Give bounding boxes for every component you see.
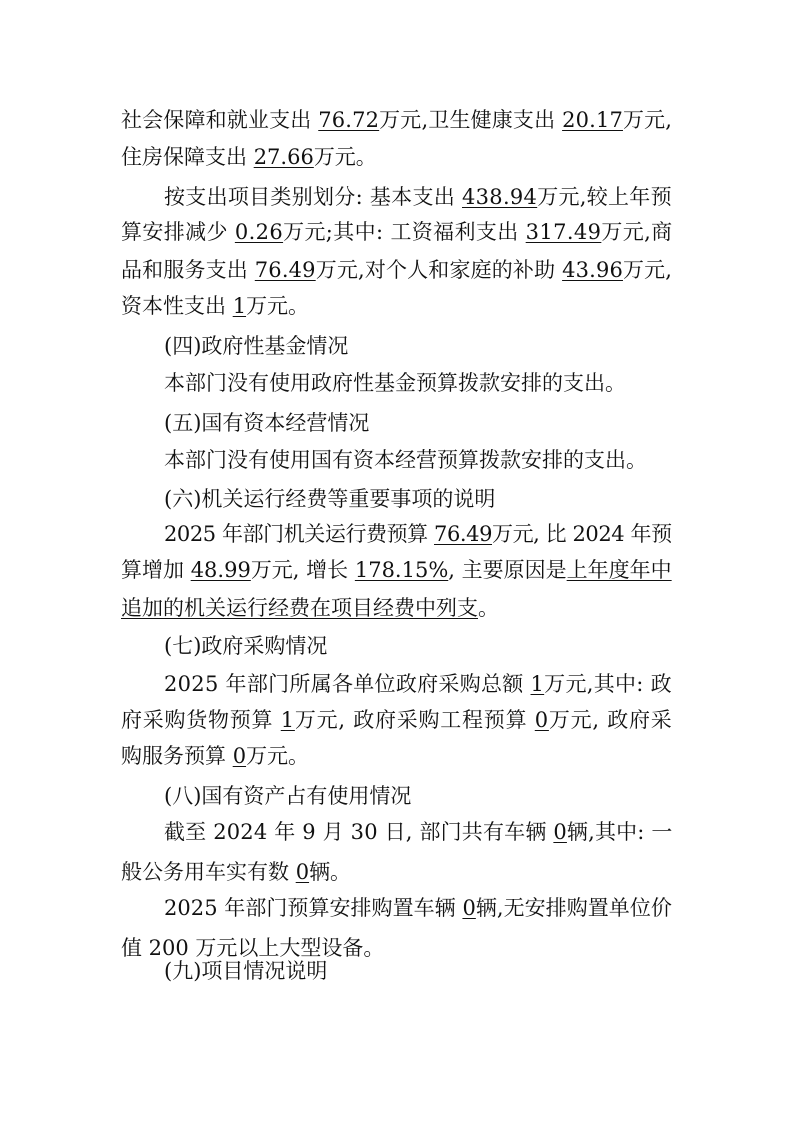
underlined-value: 317.49 [525,220,602,244]
underlined-value: 76.49 [254,258,316,282]
underlined-value: 1 [530,672,545,696]
underlined-value: 上年度年中 [566,558,672,582]
underlined-value: 76.49 [434,522,493,546]
underlined-value: 1 [232,294,247,318]
text-segment: 万元,对个人和家庭的补助 [315,258,563,282]
text-line [121,218,672,246]
text-line [164,332,348,360]
text-line [164,183,672,211]
text-segment: 购服务预算 [121,744,233,768]
text-segment: (五)国有资本经营情况 [164,411,370,435]
text-segment: 住房保障支出 [121,145,254,169]
text-line [164,782,411,810]
underlined-value: 48.99 [190,558,251,582]
text-line [164,632,327,660]
text-segment: 辆,其中: 一 [566,820,673,844]
text-segment: 2025 年部门机关运行费预算 [164,522,435,546]
text-segment: (九)项目情况说明 [164,959,328,983]
underlined-value: 0.26 [234,220,284,244]
text-line [121,106,672,134]
text-segment: 资本性支出 [121,294,233,318]
text-segment: 本部门没有使用国有资本经营预算拨款安排的支出。 [164,448,647,472]
text-line [121,556,672,584]
text-segment: 万元,较上年预 [537,185,672,209]
underlined-value: 1 [280,708,295,732]
text-line [121,292,309,320]
underlined-value: 27.66 [253,145,314,169]
text-line [164,818,673,846]
underlined-value: 0 [462,896,476,920]
underlined-value: 0 [553,820,567,844]
text-segment: 万元, [622,108,673,132]
text-segment: 万元, 比 2024 年预 [492,522,672,546]
text-line [164,957,327,985]
text-segment: , 主要原因是 [448,558,567,582]
text-segment: 辆。 [309,860,352,884]
text-segment: 社会保障和就业支出 [121,108,319,132]
text-segment: 值 200 万元以上大型设备。 [121,936,385,960]
underlined-value: 178.15% [354,558,449,582]
text-segment: (七)政府采购情况 [164,634,328,658]
text-segment: 截至 2024 年 9 月 30 日, 部门共有车辆 [164,820,554,844]
text-line [164,520,672,548]
text-line [121,706,673,734]
text-line [121,256,672,284]
text-segment: (四)政府性基金情况 [164,334,349,358]
text-segment: 算增加 [121,558,191,582]
underlined-value: 追加的机关运行经费在项目经费中列支 [121,596,478,620]
underlined-value: 0 [534,708,549,732]
text-segment: 万元。 [313,145,377,169]
text-segment: 万元,商 [601,220,673,244]
text-segment: 2025 年部门所属各单位政府采购总额 [164,672,531,696]
text-segment: 府采购货物预算 [121,708,281,732]
underlined-value: 0 [295,860,310,884]
text-segment: 万元, 政府采购工程预算 [294,708,535,732]
text-line [121,594,499,622]
underlined-value: 438.94 [462,185,538,209]
text-segment: 。 [478,596,499,620]
text-segment: 万元,其中: 政 [544,672,672,696]
text-line [164,369,626,397]
text-segment: 辆,无安排购置单位价 [475,896,672,920]
text-segment: 万元, [622,258,673,282]
text-segment: 万元, 政府采 [548,708,673,732]
underlined-value: 0 [232,744,247,768]
text-segment: (六)机关运行经费等重要事项的说明 [164,487,496,511]
text-line [164,485,495,513]
text-segment: 万元,卫生健康支出 [379,108,563,132]
text-segment: 品和服务支出 [121,258,255,282]
text-segment: 万元, 增长 [250,558,355,582]
underlined-value: 76.72 [318,108,380,132]
text-segment: (八)国有资产占有使用情况 [164,784,412,808]
text-segment: 般公务用车实有数 [121,860,296,884]
text-segment: 万元。 [246,744,310,768]
text-line [164,894,672,922]
text-segment: 2025 年部门预算安排购置车辆 [164,896,463,920]
underlined-value: 43.96 [562,258,623,282]
text-segment: 算安排减少 [121,220,235,244]
text-segment: 按支出项目类别划分: 基本支出 [164,185,462,209]
text-line [164,409,369,437]
underlined-value: 20.17 [562,108,623,132]
text-line [121,143,377,171]
text-line [121,858,351,886]
text-line [164,670,672,698]
text-segment: 万元。 [246,294,310,318]
text-line [164,446,647,474]
text-segment: 万元;其中: 工资福利支出 [283,220,526,244]
text-segment: 本部门没有使用政府性基金预算拨款安排的支出。 [164,371,626,395]
text-line [121,742,309,770]
